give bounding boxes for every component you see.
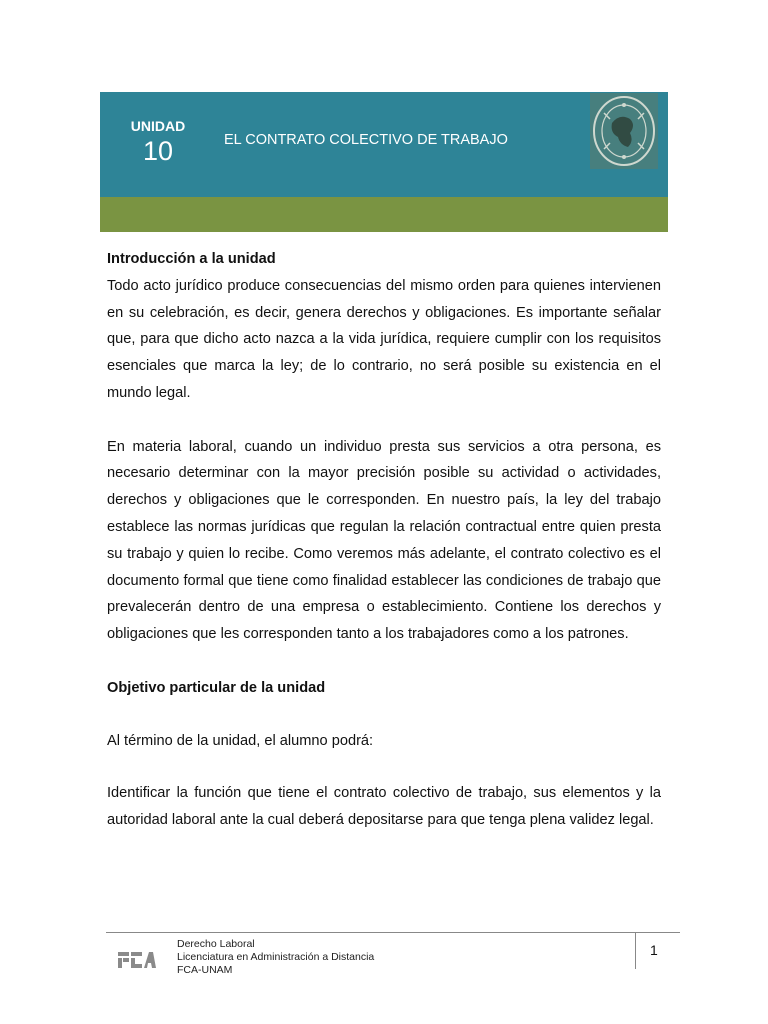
footer-page-divider <box>635 933 636 969</box>
unit-number: 10 <box>142 136 174 166</box>
objective-intro: Al término de la unidad, el alumno podrá: <box>107 732 374 749</box>
unit-banner <box>100 92 668 232</box>
unit-label: UNIDAD <box>130 118 186 134</box>
objective-heading: Objetivo particular de la unidad <box>107 679 326 696</box>
unit-title: EL CONTRATO COLECTIVO DE TRABAJO <box>224 132 508 148</box>
footer-program: Licenciatura en Administración a Distancia <box>177 951 375 963</box>
intro-paragraph-1: Todo acto jurídico produce consecuencias del mismo orden para quienes intervienen en su celebración, es decir, genera derechos y obligaciones. Es importante señalar que, para que dicho acto nazca a la vida jurídica, requiere cumplir con los requisitos esenciales que marca la ley; de lo contrario, no será posible su existencia en el mundo legal. <box>107 277 661 401</box>
objective-text: Identificar la función que tiene el contrato colectivo de trabajo, sus elementos y la autoridad laboral ante la cual deberá depositarse para que tenga plena validez legal. <box>107 785 661 829</box>
footer-divider <box>106 932 680 933</box>
page-number: 1 <box>650 942 658 958</box>
footer-course: Derecho Laboral <box>177 938 255 950</box>
fca-logo-icon <box>118 949 156 969</box>
document-body <box>107 246 661 834</box>
footer-institution: FCA-UNAM <box>177 964 233 976</box>
banner-bottom-band <box>100 197 668 232</box>
unam-seal-icon <box>590 93 658 169</box>
footer-text <box>177 938 374 977</box>
intro-heading: Introducción a la unidad <box>107 251 276 267</box>
intro-paragraph-2: En materia laboral, cuando un individuo presta sus servicios a otra persona, es necesario determinar con la mayor precisión posible su actividad o actividades, derechos y obligaciones que le corresponden. En nuestro país, la ley del trabajo establece las normas jurídicas que regulan la relación contractual entre quien presta su trabajo y quien lo recibe. Como veremos más adelante, el contrato colectivo es el documento formal que tiene como finalidad establecer las condiciones de trabajo que prevalecerán dentro de una empresa o establecimiento. Contiene los derechos y obligaciones que les corresponden tanto a los trabajadores como a los patrones. <box>107 438 661 643</box>
